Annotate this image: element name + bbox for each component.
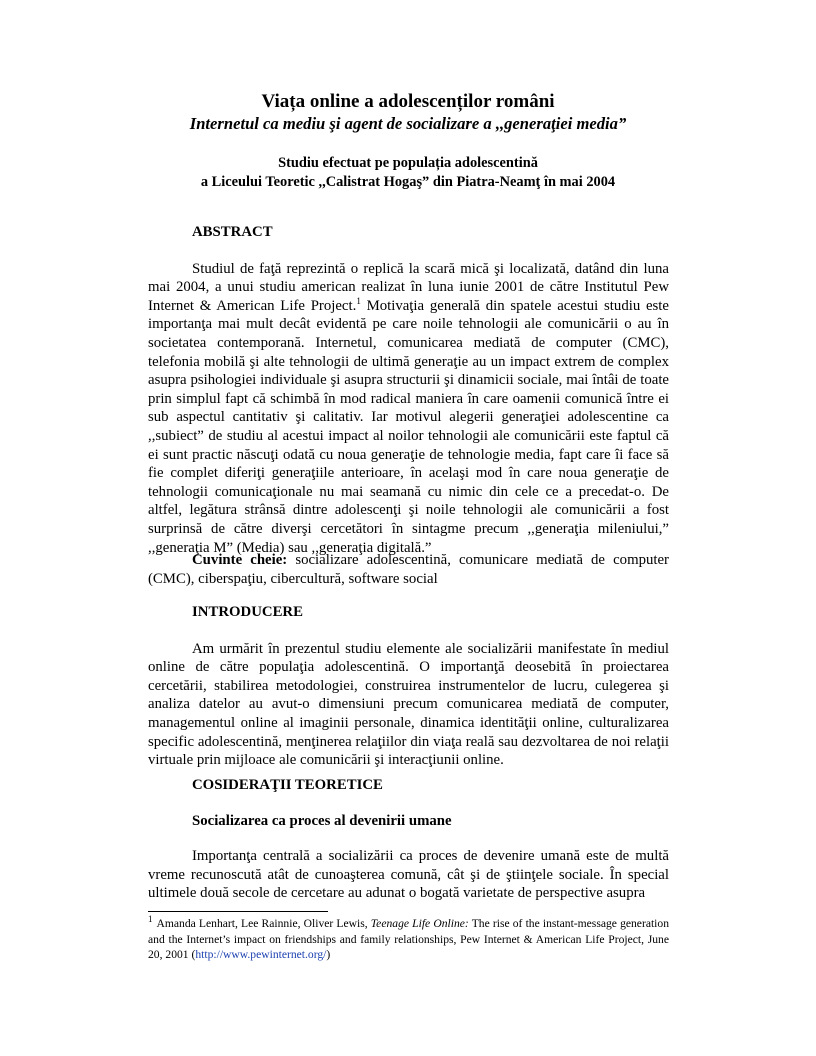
study-description xyxy=(0,154,816,192)
footnote-reference[interactable]: 1 xyxy=(356,295,361,306)
abstract-text-part2: Motivaţia generală din spatele acestui studiu este importanţa mai mult decât evidentă pe care noile tehnologii ale comunicării o au în societatea contemporană. Internetul, comunicarea mediată de computer (CMC), telefonia mobilă şi alte tehnologii de ultimă generaţie au un impact extrem de complex asupra psihologiei individuale şi asupra structurii şi dinamicii sociale, mai întâi de toate prin simplul fapt că schimbă în mod radical maniera în care oamenii comunică între ei sub aspectul cantitativ şi calitativ. Iar motivul alegerii generaţiei adolescentine ca ,,subiect” de studiu al acestui impact al noilor tehnologii ale comunicării este faptul că ei sunt practic născuţi odată cu noua generaţie de tehnologie media, fapt care îi face să fie complet diferiţi generaţiile anterioare, în acelaşi mod în care noua generaţie de tehnologii comunicaţionale nu mai seamană cu nimic din cele ce a precedat-o. De altfel, legătura strânsă dintre adolescenţi şi noile tehnologii ale comunicării a fost surprinsă de către diverşi cercetători în sintagme precum ,,generaţia mileniului,” ,,generaţia M” (Media) sau ,,generaţia digitală.” xyxy=(148,297,669,556)
theory-paragraph: Importanţa centrală a socializării ca proces de devenire umană este de multă vreme recunoscută atât de cunoaşterea comună, cât şi de ştiinţele sociale. În special ultimele două secole de cercetare au adunat o bogată varietate de perspective asupra xyxy=(148,848,669,902)
keywords-label: Cuvinte cheie: xyxy=(192,552,288,568)
footnote-text: The rise of the instant-message generation and the Internet’s impact on friendships and family relationships, Pew Internet & American Life Project, June 20, 2001 ( xyxy=(148,917,669,961)
footnote-divider xyxy=(148,911,328,912)
introduction-section xyxy=(148,603,669,770)
theory-section xyxy=(148,776,669,903)
footnote-authors: Amanda Lenhart, Lee Rainnie, Oliver Lewis, xyxy=(156,917,371,930)
keywords-text: socializare adolescentină, comunicare mediată de computer (CMC), ciberspaţiu, cibercultură, software social xyxy=(148,552,669,587)
paper-title: Viața online a adolescenților români xyxy=(261,91,555,112)
footnote xyxy=(148,916,669,963)
abstract-text-part1: Studiul de faţă reprezintă o replică la scară mică şi localizată, datând din luna mai 2004, a unui studiu american realizat în luna iunie 2001 de către Institutul Pew Internet & American Life Project. xyxy=(148,260,669,314)
footnote-marker: 1 xyxy=(148,914,153,925)
theory-subheading: Socializarea ca proces al devenirii umane xyxy=(192,812,452,829)
study-line-1: Studiu efectuat pe populația adolescentină xyxy=(278,155,538,171)
footnote-work-title: Teenage Life Online: xyxy=(370,917,469,930)
introduction-paragraph: Am urmărit în prezentul studiu elemente ale socializării manifestate în mediul online de către populaţia adolescentină. O importanţă deosebită în proiectarea cercetării, stabilirea metodologiei, construirea instrumentelor de lucru, culegerea şi analiza datelor au avut-o dimensiuni precum comunicarea mediată de computer, managementul online al imaginii personale, dinamica identităţii online, culturalizarea specific adolescentină, menţinerea relaţiilor din viaţa reală sau dezvoltarea de noi relaţii virtuale prin mijloace ale comunicării şi interacţiunii online. xyxy=(148,640,669,769)
keywords-paragraph xyxy=(148,551,669,588)
paper-subtitle: Internetul ca mediu şi agent de socializare a ,,generaţiei media” xyxy=(189,114,627,133)
abstract-paragraph xyxy=(148,260,669,558)
theory-heading: COSIDERAŢII TEORETICE xyxy=(192,777,383,793)
footnote-close: ) xyxy=(326,948,331,961)
abstract-heading: ABSTRACT xyxy=(192,224,273,240)
introduction-heading: INTRODUCERE xyxy=(192,604,303,620)
abstract-section xyxy=(148,223,669,557)
keywords-section xyxy=(148,551,669,588)
study-line-2: a Liceului Teoretic ,,Calistrat Hogaş” din Piatra-Neamţ în mai 2004 xyxy=(200,174,616,190)
footnote-url-link[interactable]: http://www.pewinternet.org/ xyxy=(195,948,327,961)
